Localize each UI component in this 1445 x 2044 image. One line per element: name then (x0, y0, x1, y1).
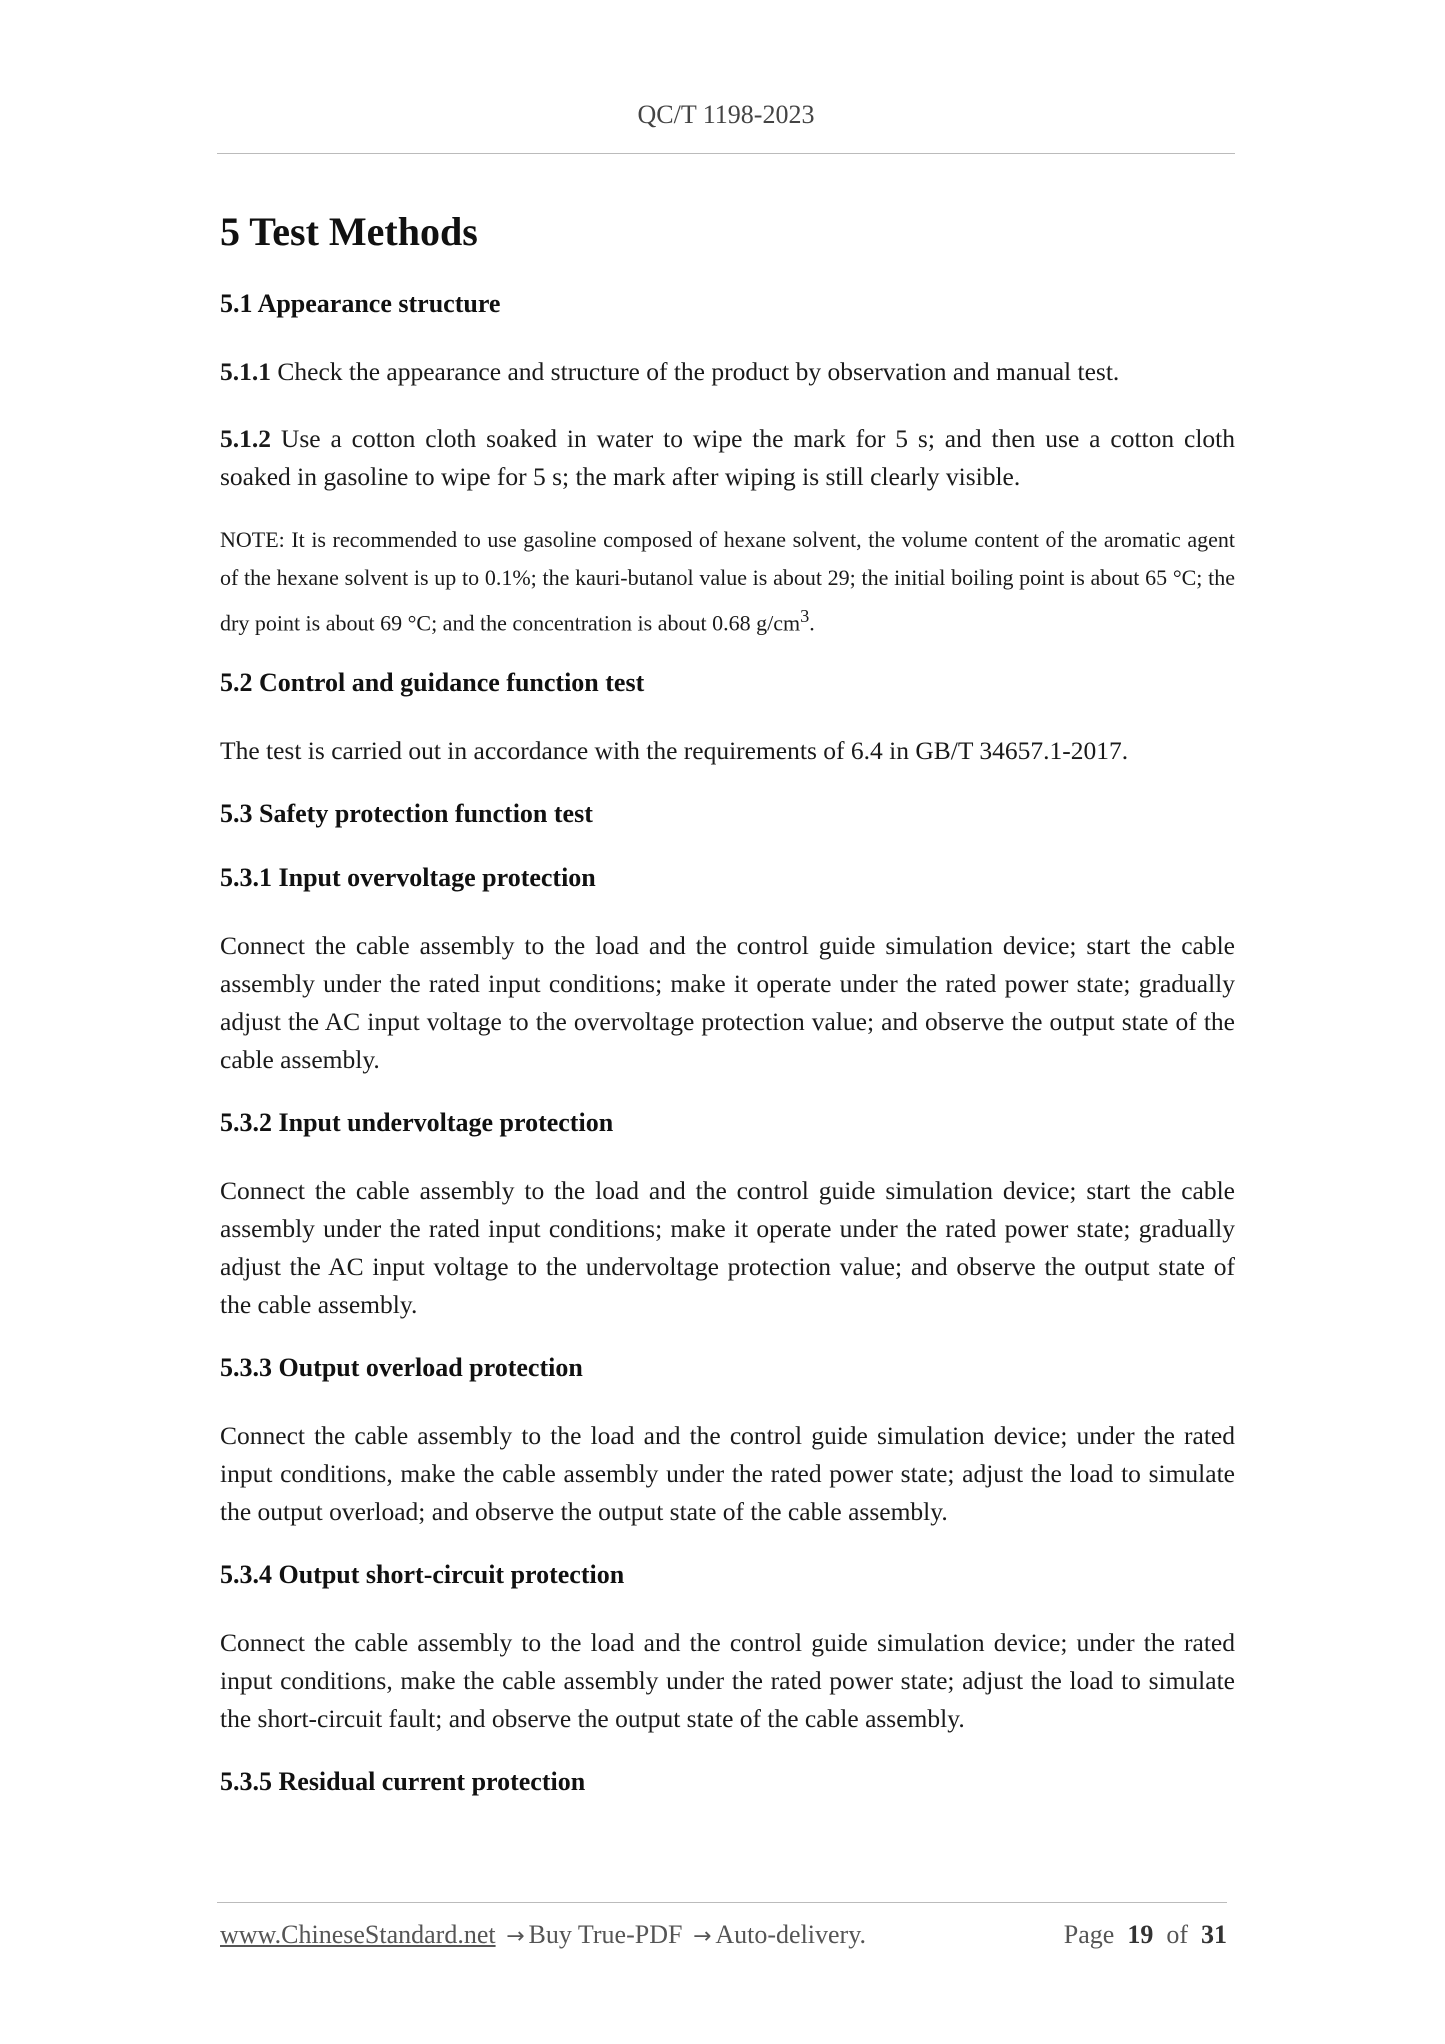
note-end: . (809, 610, 815, 636)
buy-true-pdf-text: Buy True-PDF (528, 1920, 683, 1949)
clause-5-1-2 (220, 420, 1235, 496)
page-number (1064, 1920, 1227, 1950)
section-5-3-4-text: Connect the cable assembly to the load and the control guide simulation device; under the rated input conditions, make the cable assembly under the rated power state; adjust the load to simulate the short-circuit fault; and observe the output state of the cable assembly. (220, 1628, 1235, 1734)
page-of: of (1166, 1920, 1188, 1949)
clause-5-1-1-text: Check the appearance and structure of the product by observation and manual test. (277, 357, 1120, 386)
current-page: 19 (1127, 1920, 1154, 1949)
section-5-3-3-title: 5.3.3 Output overload protection (220, 1353, 583, 1383)
total-pages: 31 (1201, 1920, 1227, 1949)
clause-5-1-2-text: Use a cotton cloth soaked in water to wipe the mark for 5 s; and then use a cotton cloth soaked in gasoline to wipe for 5 s; the mark after wiping is still clearly visible. (220, 424, 1236, 491)
note-text: NOTE: It is recommended to use gasoline composed of hexane solvent, the volume content of the aromatic agent of the hexane solvent is up to 0.1%; the kauri-butanol value is about 29; the initial boiling point is about 65 °C; the dry point is about 69 °C; and the concentration is about 0.68 g/cm (220, 527, 1235, 636)
clause-5-1-1-number: 5.1.1 (220, 357, 271, 386)
section-5-3-2-title: 5.3.2 Input undervoltage protection (220, 1108, 614, 1138)
website-link[interactable]: www.ChineseStandard.net (220, 1920, 496, 1949)
section-5-3-2-text: Connect the cable assembly to the load and the control guide simulation device; start the cable assembly under the rated input conditions; make it operate under the rated power state; gradually adjust the AC input voltage to the undervoltage protection value; and observe the output state of the cable assembly. (220, 1176, 1235, 1320)
document-header: QC/T 1198-2023 (637, 100, 815, 129)
section-5-3-3-text: Connect the cable assembly to the load and the control guide simulation device; under the rated input conditions, make the cable assembly under the rated power state; adjust the load to simulate the output overload; and observe the output state of the cable assembly. (220, 1421, 1235, 1527)
section-5-3-5-title: 5.3.5 Residual current protection (220, 1767, 586, 1797)
section-5-1-title: 5.1 Appearance structure (220, 289, 501, 318)
page-content (220, 208, 1235, 1831)
section-5-2-text: The test is carried out in accordance with the requirements of 6.4 in GB/T 34657.1-2017. (220, 736, 1129, 766)
section-5-3-1-text: Connect the cable assembly to the load and the control guide simulation device; start the cable assembly under the rated input conditions; make it operate under the rated power state; gradually adjust the AC input voltage to the overvoltage protection value; and observe the output state of the cable assembly. (220, 931, 1235, 1075)
header-divider (217, 153, 1235, 154)
clause-5-1-2-number: 5.1.2 (220, 424, 271, 453)
note-paragraph (220, 521, 1235, 642)
note-superscript: 3 (800, 606, 810, 626)
section-5-title: 5 Test Methods (220, 209, 478, 254)
page-label: Page (1063, 1920, 1115, 1949)
section-5-2-title: 5.2 Control and guidance function test (220, 668, 645, 698)
footer-divider (217, 1902, 1227, 1903)
auto-delivery-text: Auto-delivery. (715, 1920, 867, 1949)
clause-5-1-1 (220, 353, 1235, 391)
footer-left (220, 1920, 866, 1950)
arrow-right-icon: → (506, 1924, 525, 1949)
section-5-3-1-title: 5.3.1 Input overvoltage protection (220, 863, 596, 893)
arrow-right-icon: → (692, 1924, 712, 1949)
section-5-3-4-title: 5.3.4 Output short-circuit protection (220, 1560, 625, 1590)
section-5-3-title: 5.3 Safety protection function test (220, 799, 593, 829)
